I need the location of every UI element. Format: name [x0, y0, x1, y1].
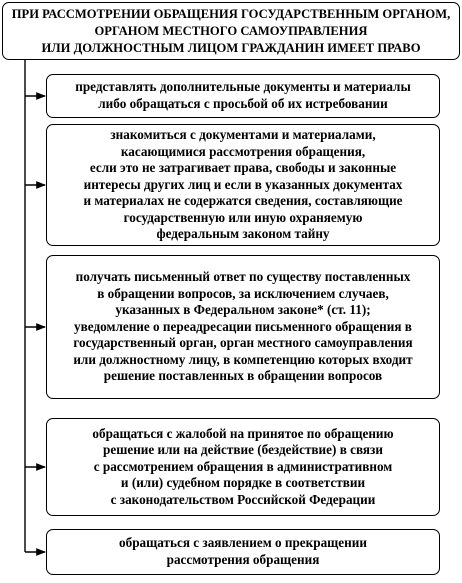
right-text-5: обращаться с заявлением о прекращении рассмотрения обращения [119, 535, 367, 567]
right-box-2 [46, 124, 440, 246]
right-box-3 [46, 255, 440, 399]
right-box-1 [46, 74, 440, 118]
right-box-5 [46, 529, 440, 575]
right-text-4: обращаться с жалобой на принятое по обращению решение или на действие (бездействие) в связи с рассмотрением обращения в административном и (или) судебном порядке в соответствии с законодательством Российской Федерации [92, 425, 394, 507]
header-title: ПРИ РАССМОТРЕНИИ ОБРАЩЕНИЯ ГОСУДАРСТВЕННЫМ ОРГАНОМ, ОРГАНОМ МЕСТНОГО САМОУПРАВЛЕНИЯ ИЛИ ДОЛЖНОСТНЫМ ЛИЦОМ ГРАЖДАНИН ИМЕЕТ ПРАВО [11, 6, 451, 55]
right-text-3: получать письменный ответ по существу поставленных в обращении вопросов, за исключением случаев, указанных в Федеральном законе* (ст. 11); уведомление о переадресации письменного обращения в государственный орган, орган местного самоуправления или должностному лицу, в компетенцию которых входит решение поставленных в обращении вопросов [73, 268, 413, 384]
header-box [2, 2, 460, 60]
right-text-1: представлять дополнительные документы и материалы либо обращаться с просьбой об их истребовании [75, 79, 411, 111]
right-box-4 [46, 418, 440, 516]
right-text-2: знакомиться с документами и материалами, касающимися рассмотрения обращения, если это не затрагивает права, свободы и законные интересы других лиц и если в указанных документах и материалах не содержатся сведения, составляющие государственную или иную охраняемую федеральным законом тайну [83, 126, 403, 242]
